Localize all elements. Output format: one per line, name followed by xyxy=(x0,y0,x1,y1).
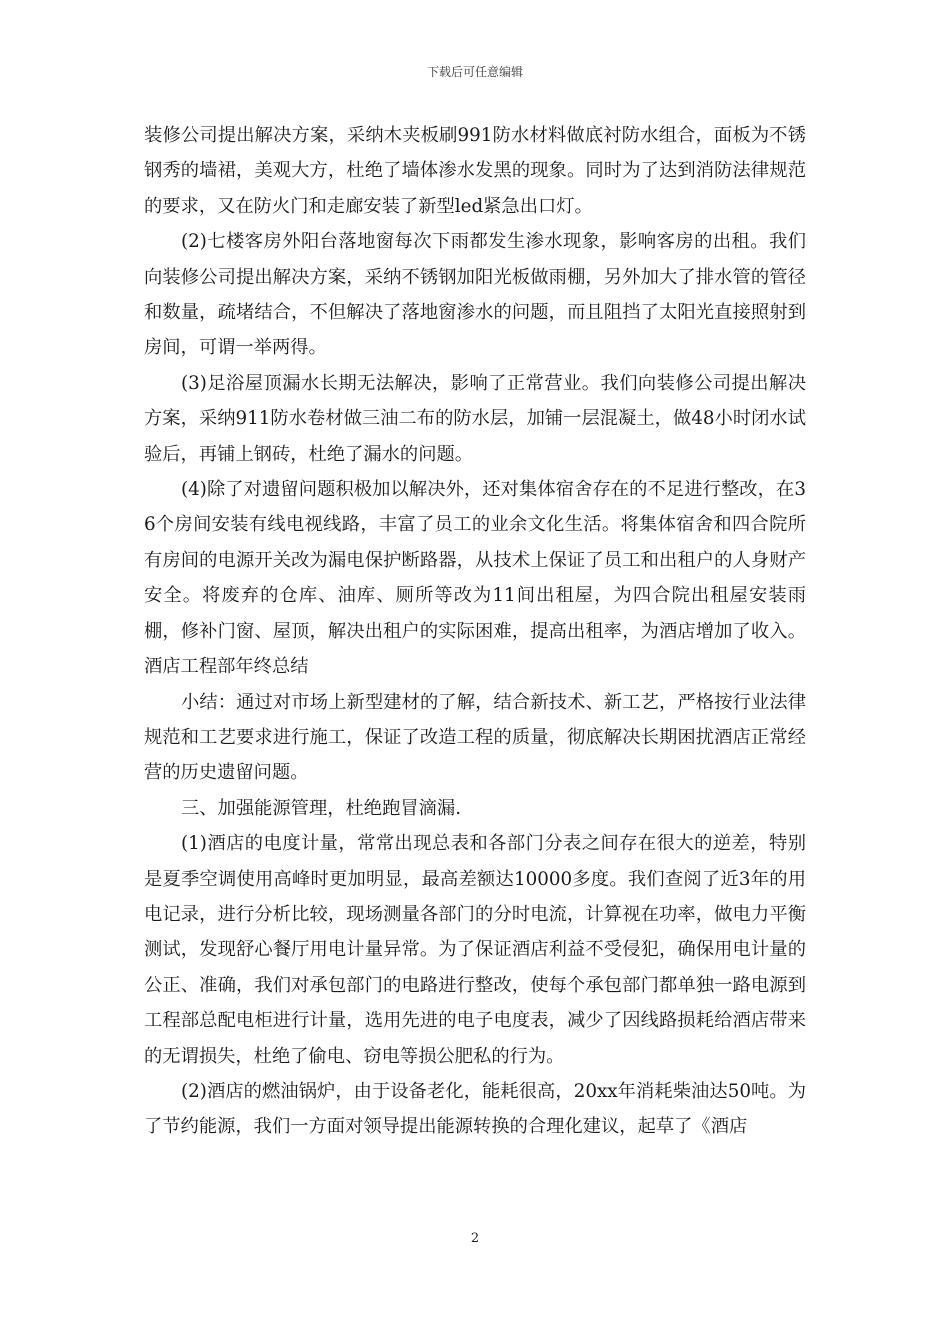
paragraph-summary: 小结：通过对市场上新型建材的了解，结合新技术、新工艺，严格按行业法律规范和工艺要求进行施工，保证了改造工程的质量，彻底解决长期困扰酒店正常经营的历史遗留问题。 xyxy=(144,691,806,784)
paragraph-item-2: (2)七楼客房外阳台落地窗每次下雨都发生渗水现象，影响客房的出租。我们向装修公司提出解决方案，采纳不锈钢加阳光板做雨棚，另外加大了排水管的管径和数量，疏堵结合，不但解决了落地窗渗水的问题，而且阻挡了太阳光直接照射到房间，可谓一举两得。 xyxy=(144,231,806,359)
document-body xyxy=(144,118,806,1145)
paragraph-continuation: 装修公司提出解决方案，采纳木夹板刷991防水材料做底衬防水组合，面板为不锈钢秀的墙裙，美观大方，杜绝了墙体渗水发黑的现象。同时为了达到消防法律规范的要求，又在防火门和走廊安装了新型led紧急出口灯。 xyxy=(144,125,806,217)
section-heading-3: 三、加强能源管理，杜绝跑冒滴漏. xyxy=(181,797,462,819)
paragraph-energy-1: (1)酒店的电度计量，常常出现总表和各部门分表之间存在很大的逆差，特别是夏季空调使用高峰时更加明显，最高差额达10000多度。我们查阅了近3年的用电记录，进行分析比较，现场测量各部门的分时电流，计算视在功率，做电力平衡测试，发现舒心餐厅用电计量异常。为了保证酒店利益不受侵犯，确保用电计量的公正、准确，我们对承包部门的电路进行整改，使每个承包部门都单独一路电源到工程部总配电柜进行计量，选用先进的电子电度表，减少了因线路损耗给酒店带来的无谓损失，杜绝了偷电、窃电等损公肥私的行为。 xyxy=(144,833,806,1067)
page-header: 下载后可任意编辑 xyxy=(426,65,523,79)
page-number: 2 xyxy=(470,1231,480,1246)
paragraph-item-3: (3)足浴屋顶漏水长期无法解决，影响了正常营业。我们向装修公司提出解决方案，采纳911防水卷材做三油二布的防水层，加铺一层混凝土，做48小时闭水试验后，再铺上钢砖，杜绝了漏水的问题。 xyxy=(144,372,806,465)
paragraph-item-4: (4)除了对遗留问题积极加以解决外，还对集体宿舍存在的不足进行整改，在36个房间安装有线电视线路，丰富了员工的业余文化生活。将集体宿舍和四合院所有房间的电源开关改为漏电保护断路器，从技术上保证了员工和出租户的人身财产安全。将废弃的仓库、油库、厕所等改为11间出租屋，为四合院出租屋安装雨棚，修补门窗、屋顶，解决出租户的实际困难，提高出租率，为酒店增加了收入。酒店工程部年终总结 xyxy=(144,479,806,678)
paragraph-energy-2: (2)酒店的燃油锅炉，由于设备老化，能耗很高，20xx年消耗柴油达50吨。为了节约能源，我们一方面对领导提出能源转换的合理化建议，起草了《酒店 xyxy=(144,1080,806,1138)
